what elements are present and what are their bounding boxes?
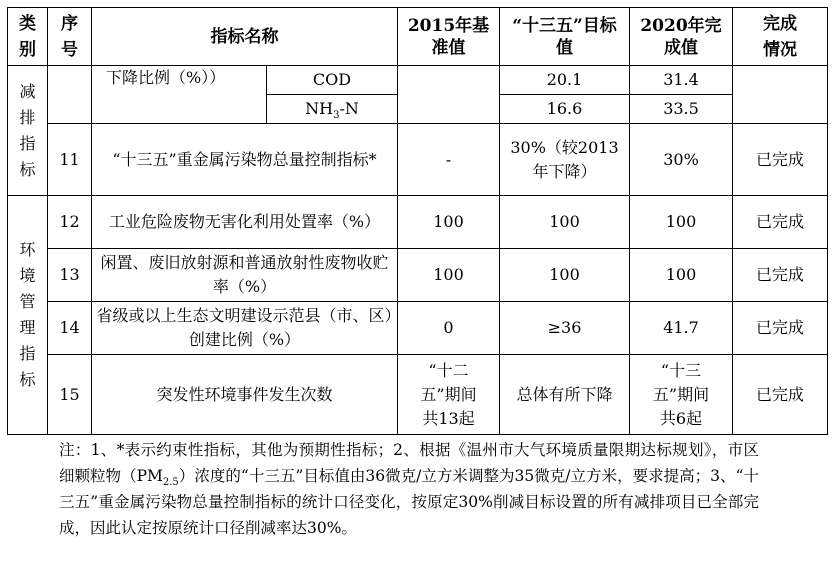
seq-12: 12 [48,196,92,249]
nh3n-target: 16.6 [500,95,630,124]
header-baseline: 2015年基准值 [398,8,500,66]
name-14: 省级或以上生态文明建设示范县（市、区）创建比例（%） [92,302,398,355]
indicator-table [7,7,828,435]
header-row [8,8,828,66]
target-15: 总体有所下降 [500,355,630,435]
status-14: 已完成 [733,302,828,355]
table-row-11 [8,124,828,196]
cod-target: 20.1 [500,66,630,95]
header-category: 类别 [8,8,48,66]
table-row-cod [8,66,828,95]
target-12: 100 [500,196,630,249]
baseline-15: “十二五”期间共13起 [398,355,500,435]
name-13: 闲置、废旧放射源和普通放射性废物收贮率（%） [92,249,398,302]
baseline-12: 100 [398,196,500,249]
ratio-label: 下降比例（%）） [92,66,267,124]
achieved-13: 100 [630,249,733,302]
achieved-12: 100 [630,196,733,249]
cod-name: COD [267,66,398,95]
target-13: 100 [500,249,630,302]
table-row-13 [8,249,828,302]
status-11: 已完成 [733,124,828,196]
status-13: 已完成 [733,249,828,302]
status-15: 已完成 [733,355,828,435]
header-status: 完成情况 [733,8,828,66]
seq-14: 14 [48,302,92,355]
target-11: 30%（较2013年下降） [500,124,630,196]
baseline-14: 0 [398,302,500,355]
achieved-14: 41.7 [630,302,733,355]
achieved-15: “十三五”期间共6起 [630,355,733,435]
table-row-14 [8,302,828,355]
target-14: ≥36 [500,302,630,355]
ratio-status [733,66,828,124]
header-target: “十三五”目标值 [500,8,630,66]
seq-15: 15 [48,355,92,435]
name-12: 工业危险废物无害化利用处置率（%） [92,196,398,249]
table-row-12 [8,196,828,249]
baseline-11: - [398,124,500,196]
cod-achieved: 31.4 [630,66,733,95]
achieved-11: 30% [630,124,733,196]
status-12: 已完成 [733,196,828,249]
category-emission-reduction: 减排指标 [8,66,48,196]
table-row-15 [8,355,828,435]
ratio-baseline [398,66,500,124]
seq-11: 11 [48,124,92,196]
category-env-management: 环境管理指标 [8,196,48,435]
name-15: 突发性环境事件发生次数 [92,355,398,435]
header-seq: 序号 [48,8,92,66]
seq-ratio [48,66,92,124]
indicator-table-container [7,7,827,541]
header-achieved: 2020年完成值 [630,8,733,66]
name-11: “十三五”重金属污染物总量控制指标* [92,124,398,196]
table-footnote: 注：1、*表示约束性指标，其他为预期性指标；2、根据《温州市大气环境质量限期达标规划》，市区细颗粒物$(PM_{2.5})$浓度的“十三五”目标值由36微克/立方米调整为35微克/立方米，要求提高；3、“十三五”重金属污染物总量控制指标的统计口径变化，按原定30%削减目标设置的所有减排项目已全部完成，因此认定按原统计口径削减率达30%。 [59,441,759,537]
baseline-13: 100 [398,249,500,302]
nh3n-achieved: 33.5 [630,95,733,124]
nh3n-name: $NH_3-N$ [267,95,398,124]
seq-13: 13 [48,249,92,302]
header-name: 指标名称 [92,8,398,66]
